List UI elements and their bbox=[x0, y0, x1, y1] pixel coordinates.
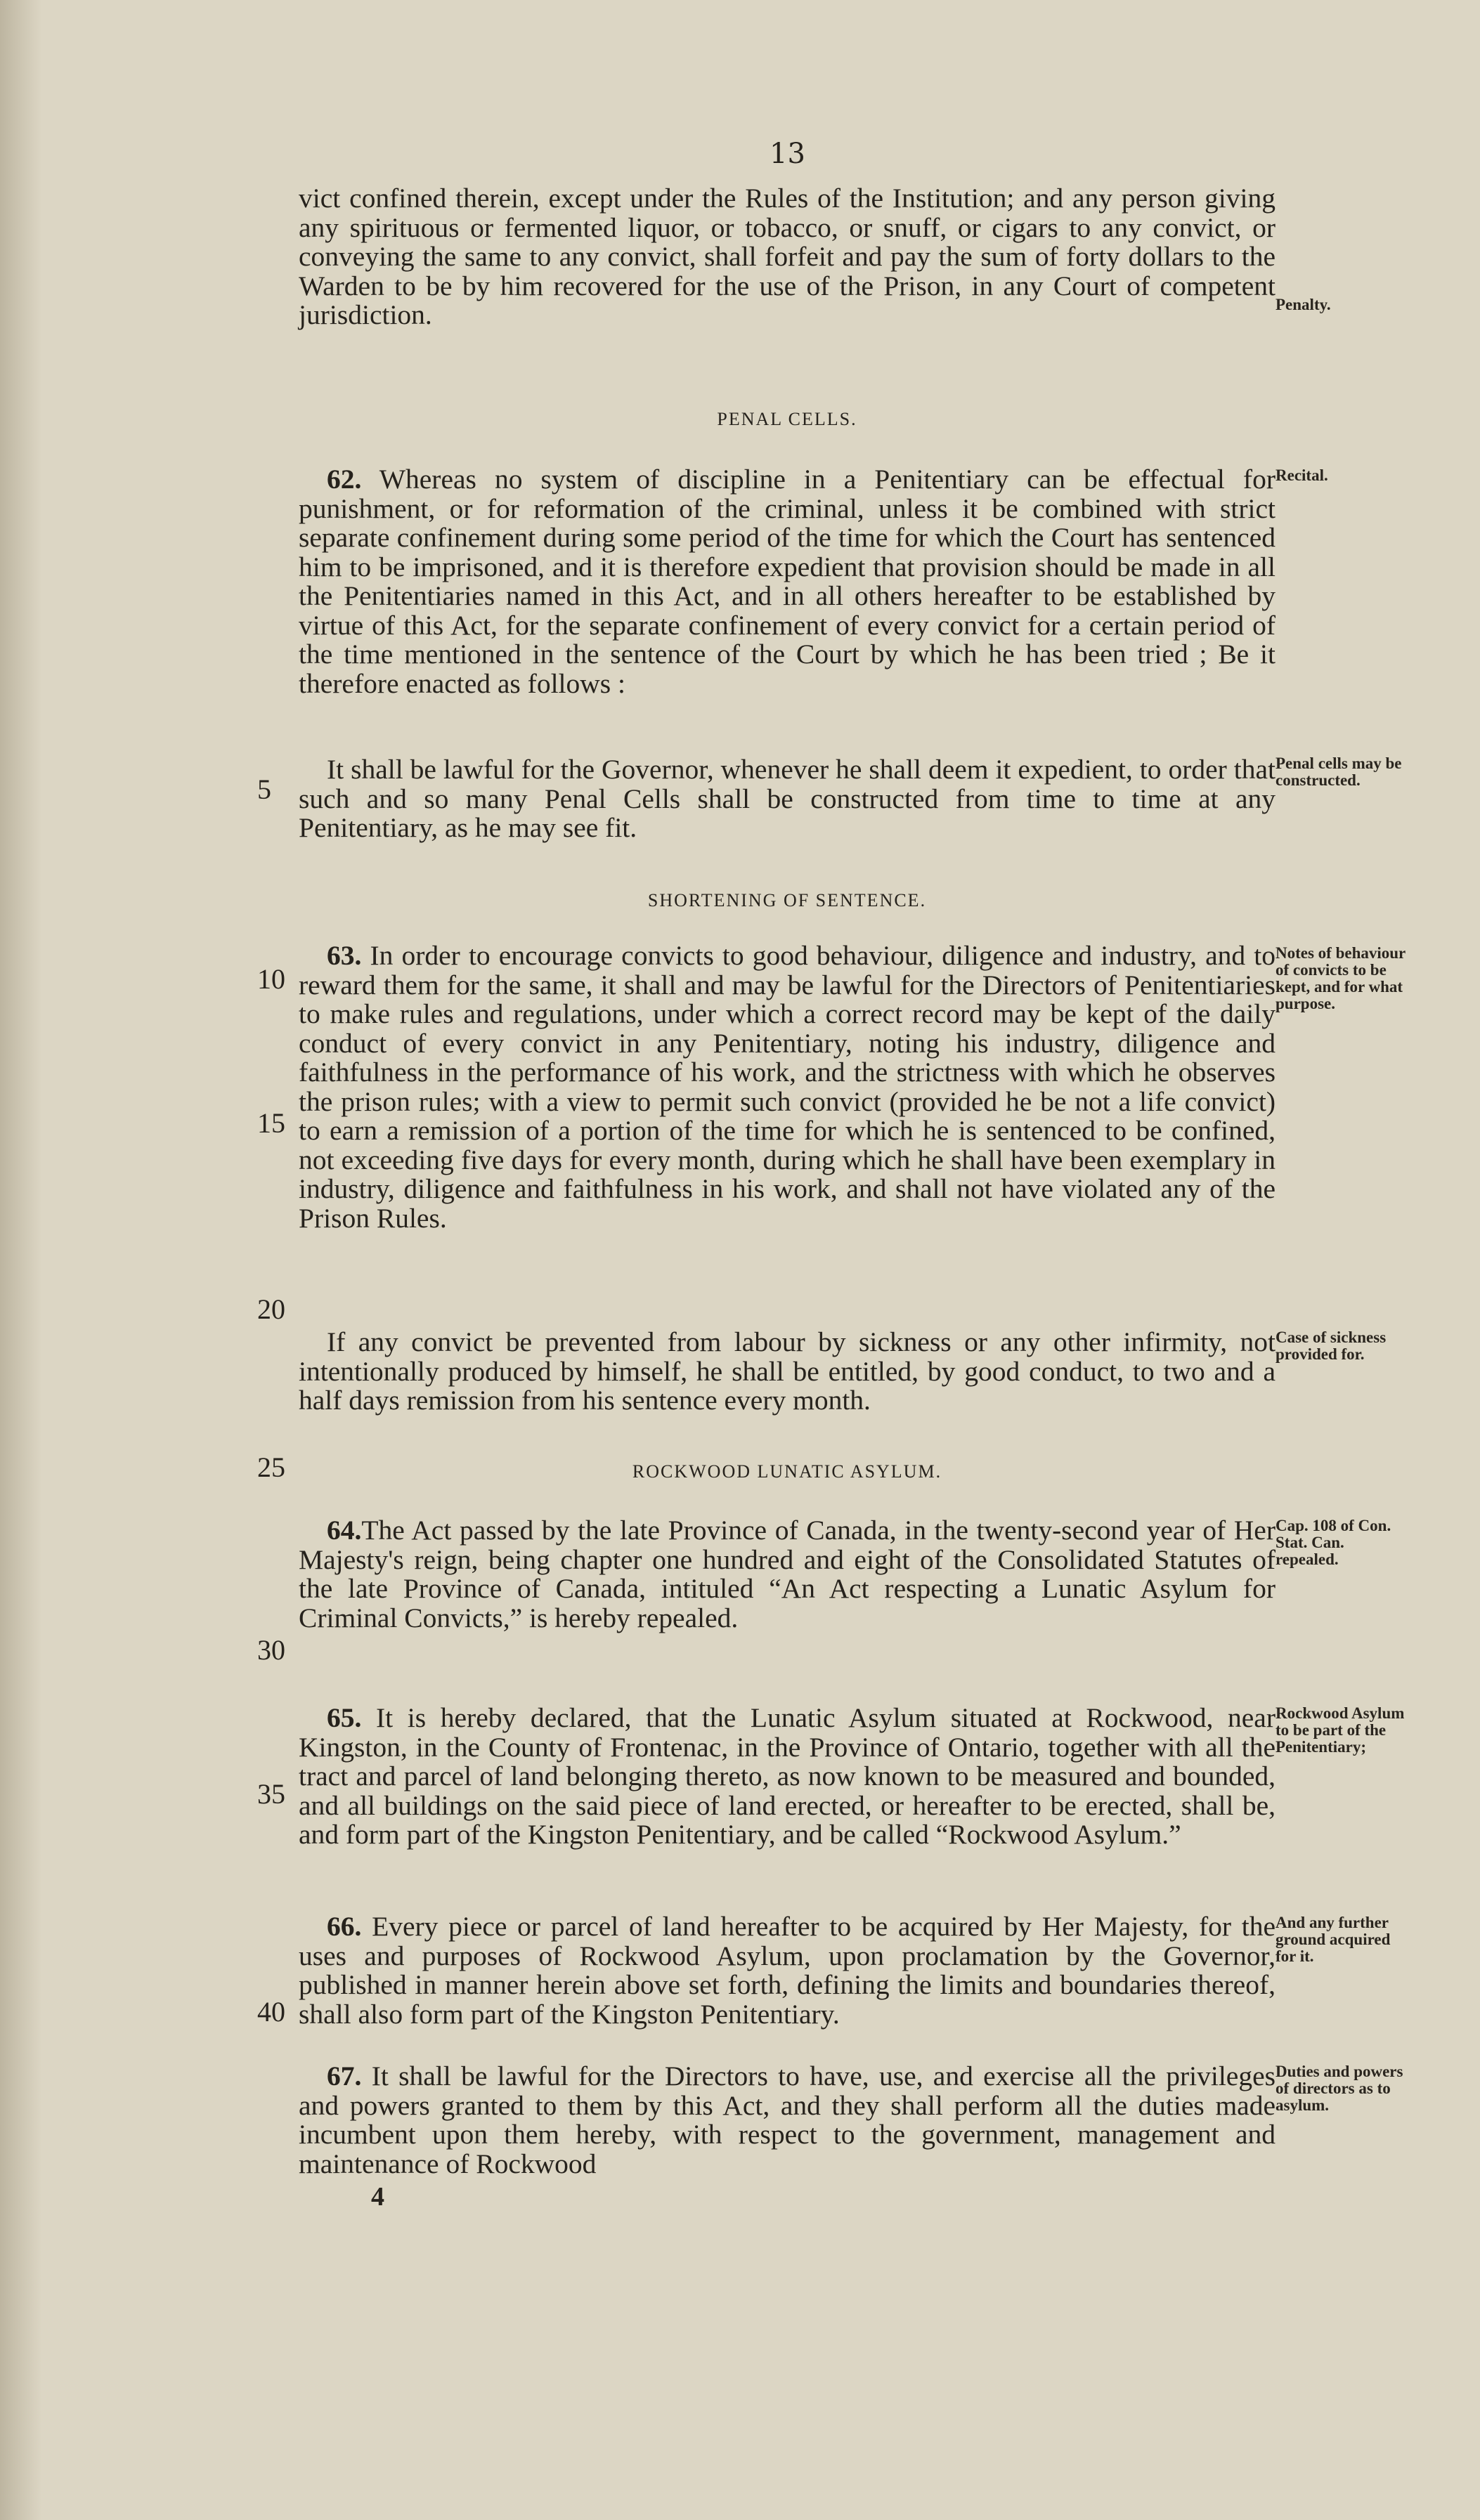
line-number: 20 bbox=[257, 1293, 285, 1325]
section-62-enactment: It shall be lawful for the Governor, whenever he shall deem it expedient, to order that such and so many Penal Cells shall be constructed from time to time at any Penitentiary, as he may see fit. bbox=[299, 754, 1275, 843]
line-number: 5 bbox=[257, 773, 271, 805]
line-number: 10 bbox=[257, 963, 285, 995]
section-65 bbox=[299, 1704, 1275, 1850]
section-number: 62. bbox=[327, 464, 362, 495]
margin-note-rockwood-part: Rockwood Asylum to be part of the Penitentiary; bbox=[1275, 1704, 1405, 1756]
margin-note-penalty: Penalty. bbox=[1275, 296, 1331, 313]
heading-shortening-of-sentence: SHORTENING OF SENTENCE. bbox=[647, 890, 927, 910]
section-text: Whereas no system of discipline in a Penitentiary can be effectual for punishment, or for reformation of the criminal, unless it be combined with strict separate confinement during some period of the time for which the Court has sentenced him to be imprisoned, and it is therefore expedient that provision should be made in all the Penitentiaries named in this Act, and in all others hereafter to be established by virtue of this Act, for the separate confinement of every convict for a certain period of the time mentioned in the sentence of the Court by which he has been tried ; Be it therefore enacted as follows : bbox=[299, 464, 1275, 699]
line-number: 25 bbox=[257, 1451, 285, 1483]
margin-note-cap-108: Cap. 108 of Con. Stat. Can. repealed. bbox=[1275, 1517, 1391, 1568]
section-text: It is hereby declared, that the Lunatic Asylum situated at Rockwood, near Kingston, in the County of Frontenac, in the Province of Ontario, together with all the tract and parcel of land belonging thereto, as now known to be measured and bounded, and all buildings on the said piece of land erected, or hereafter to be erected, shall be, and form part of the Kingston Penitentiary, and be called “Rockwood Asylum.” bbox=[299, 1702, 1275, 1850]
heading-rockwood-lunatic-asylum: ROCKWOOD LUNATIC ASYLUM. bbox=[632, 1461, 942, 1482]
line-number: 35 bbox=[257, 1778, 285, 1810]
section-63-sickness: If any convict be prevented from labour by sickness or any other infirmity, not intentionally produced by himself, he shall be entitled, by good conduct, to two and a half days remission from his sentence every month. bbox=[299, 1326, 1275, 1416]
section-text: Every piece or parcel of land hereafter to be acquired by Her Majesty, for the uses and purposes of Rockwood Asylum, upon proclamation by the Governor, published in manner herein above set forth, defining the limits and boundaries thereof, shall also form part of the Kingston Penitentiary. bbox=[299, 1911, 1275, 2030]
margin-note-recital: Recital. bbox=[1275, 466, 1328, 484]
margin-note-duties: Duties and powers of directors as to asylum. bbox=[1275, 2063, 1403, 2114]
section-text: It shall be lawful for the Directors to have, use, and exercise all the privileges and powers granted to them by this Act, and they shall perform all the duties made incumbent upon them hereby, with respect to the government, management and maintenance of Rockwood bbox=[299, 2061, 1275, 2179]
paragraph-intro: vict confined therein, except under the Rules of the Institution; and any person giving any spirituous or fermented liquor, or tobacco, or snuff, or cigars to any convict, or conveying the same to any convict, shall forfeit and pay the sum of forty dollars to the Warden to be by him recovered for the use of the Prison, in any Court of competent jurisdiction. bbox=[299, 183, 1275, 330]
margin-note-sickness: Case of sickness provided for. bbox=[1275, 1328, 1387, 1363]
line-number: 15 bbox=[257, 1107, 285, 1139]
section-66 bbox=[299, 1912, 1275, 2029]
section-62 bbox=[299, 465, 1275, 698]
page-edge-shadow bbox=[0, 0, 42, 2520]
line-number: 40 bbox=[257, 1996, 285, 2028]
section-text: In order to encourage convicts to good behaviour, diligence and industry, and to reward them for the same, it shall and may be lawful for the Directors of Penitentiaries to make rules and regulations, under which a correct record may be kept of the daily conduct of every convict in any Penitentiary, noting his industry, diligence and faithfulness in the performance of his work, and the strictness with which he observes the prison rules; with a view to permit such convict (provided he be not a life convict) to earn a remission of a portion of the time for which he is sentenced to be confined, not exceeding five days for every month, during which he shall have been exemplary in industry, diligence and faithfulness in his work, and shall not have violated any of the Prison Rules. bbox=[299, 940, 1275, 1234]
page-number: 13 bbox=[770, 138, 805, 170]
section-number: 63. bbox=[327, 940, 362, 971]
margin-note-further-ground: And any further ground acquired for it. bbox=[1275, 1914, 1391, 1965]
footer-signature-mark: 4 bbox=[371, 2182, 384, 2212]
section-number: 67. bbox=[327, 2061, 362, 2091]
section-number: 66. bbox=[327, 1911, 362, 1942]
section-text: The Act passed by the late Province of Canada, in the twenty-second year of Her Majesty's reign, being chapter one hundred and eight of the Consolidated Statutes of the late Province of Canada, intituled “An Act respecting a Lunatic Asylum for Criminal Convicts,” is hereby repealed. bbox=[299, 1515, 1275, 1633]
section-number: 65. bbox=[327, 1702, 362, 1733]
heading-penal-cells: PENAL CELLS. bbox=[717, 409, 857, 429]
line-number: 30 bbox=[257, 1634, 285, 1666]
section-number: 64. bbox=[327, 1515, 362, 1546]
margin-note-notes-behaviour: Notes of behaviour of convicts to be kept, and for what purpose. bbox=[1275, 944, 1406, 1012]
margin-note-penal-cells: Penal cells may be constructed. bbox=[1275, 755, 1402, 789]
section-64 bbox=[299, 1516, 1275, 1633]
section-67 bbox=[299, 2062, 1275, 2179]
section-63 bbox=[299, 941, 1275, 1233]
